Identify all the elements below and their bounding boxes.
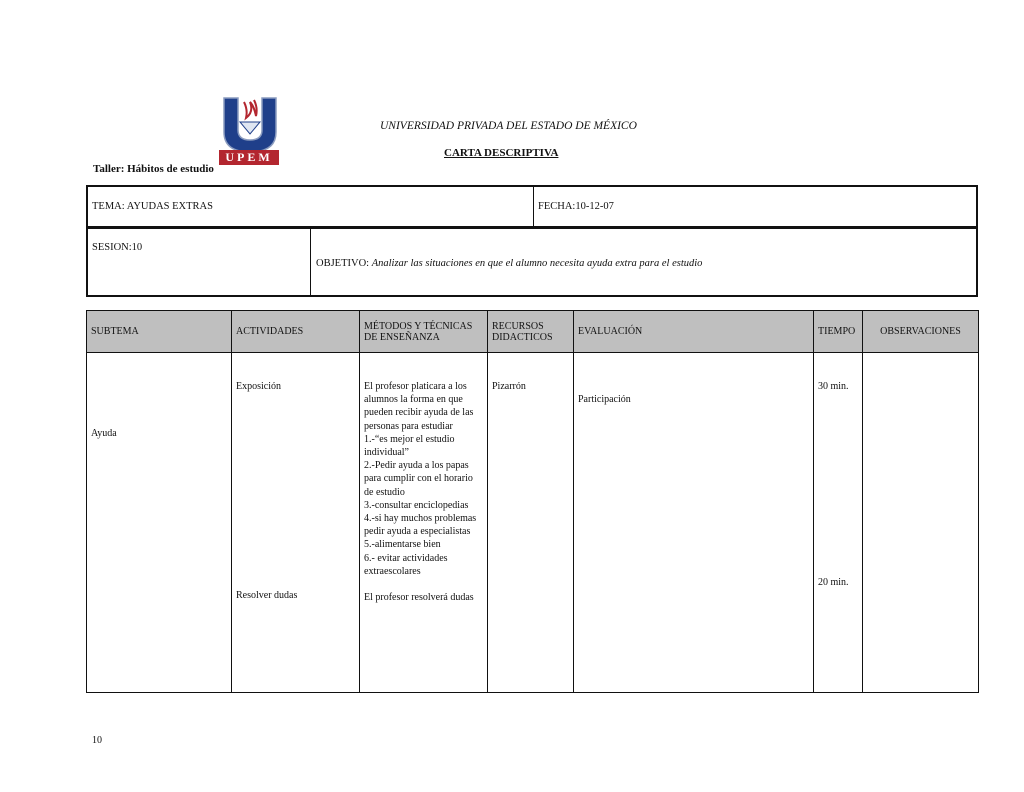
tema-field: TEMA: AYUDAS EXTRAS xyxy=(92,201,213,212)
logo-wordmark: UPEM xyxy=(219,150,279,165)
objetivo-label: OBJETIVO: xyxy=(316,258,372,269)
cell-evaluacion xyxy=(574,353,814,693)
metodo-5: 4.-si hay muchos problemas pedir ayuda a especialistas xyxy=(364,513,477,538)
table-header-row xyxy=(87,311,979,353)
evaluacion-text: Participación xyxy=(578,394,631,405)
header-evaluacion: EVALUACIÓN xyxy=(574,311,814,353)
cell-actividades xyxy=(232,353,360,693)
carta-table xyxy=(86,310,979,693)
metodo-2: 1.-“es mejor el estudio individual” xyxy=(364,433,455,459)
subtema-text: Ayuda xyxy=(91,428,117,439)
taller-label: Taller: Hábitos de estudio xyxy=(93,163,214,175)
metodo-6: 5.-alimentarse bien xyxy=(364,539,441,551)
document-title: CARTA DESCRIPTIVA xyxy=(444,147,559,159)
cell-metodos xyxy=(360,353,488,693)
cell-observaciones xyxy=(863,353,979,693)
header-recursos: RECURSOS DIDACTICOS xyxy=(488,311,574,353)
header-tiempo: TIEMPO xyxy=(814,311,863,353)
divider xyxy=(533,187,534,226)
metodo-7: 6.- evitar actividades extraescolares xyxy=(364,552,448,577)
page-number: 10 xyxy=(92,735,102,746)
sesion-field: SESION:10 xyxy=(92,242,143,253)
cell-recursos xyxy=(488,353,574,693)
metodo-4: 3.-consultar enciclopedias xyxy=(364,499,469,511)
university-name: UNIVERSIDAD PRIVADA DEL ESTADO DE MÉXICO xyxy=(380,120,637,132)
tiempo-1: 30 min. xyxy=(818,381,849,392)
cell-tiempo xyxy=(814,353,863,693)
header-actividades: ACTIVIDADES xyxy=(232,311,360,353)
objetivo-text: Analizar las situaciones en que el alumno necesita ayuda extra para el estudio xyxy=(371,258,703,269)
actividad-2: Resolver dudas xyxy=(236,590,298,602)
fecha-field: FECHA:10-12-07 xyxy=(538,201,614,212)
table-row xyxy=(87,353,979,693)
recursos-text: Pizarrón xyxy=(492,381,526,392)
metodo-1: El profesor platicara a los alumnos la forma en que pueden recibir ayuda de las personas para estudiar xyxy=(364,381,474,432)
header-observaciones: OBSERVACIONES xyxy=(863,311,979,353)
metodo-8: El profesor resolverá dudas xyxy=(364,592,474,604)
tiempo-2: 20 min. xyxy=(818,577,849,589)
metodo-3: 2.-Pedir ayuda a los papas para cumplir con el horario de estudio xyxy=(364,460,473,498)
header-metodos: MÉTODOS Y TÉCNICAS DE ENSEÑANZA xyxy=(360,311,488,353)
actividad-1: Exposición xyxy=(236,381,281,392)
divider xyxy=(310,229,311,295)
tema-fecha-box xyxy=(86,185,978,228)
header-subtema: SUBTEMA xyxy=(87,311,232,353)
cell-subtema xyxy=(87,353,232,693)
objetivo-field xyxy=(316,258,702,269)
sesion-objetivo-box xyxy=(86,227,978,297)
